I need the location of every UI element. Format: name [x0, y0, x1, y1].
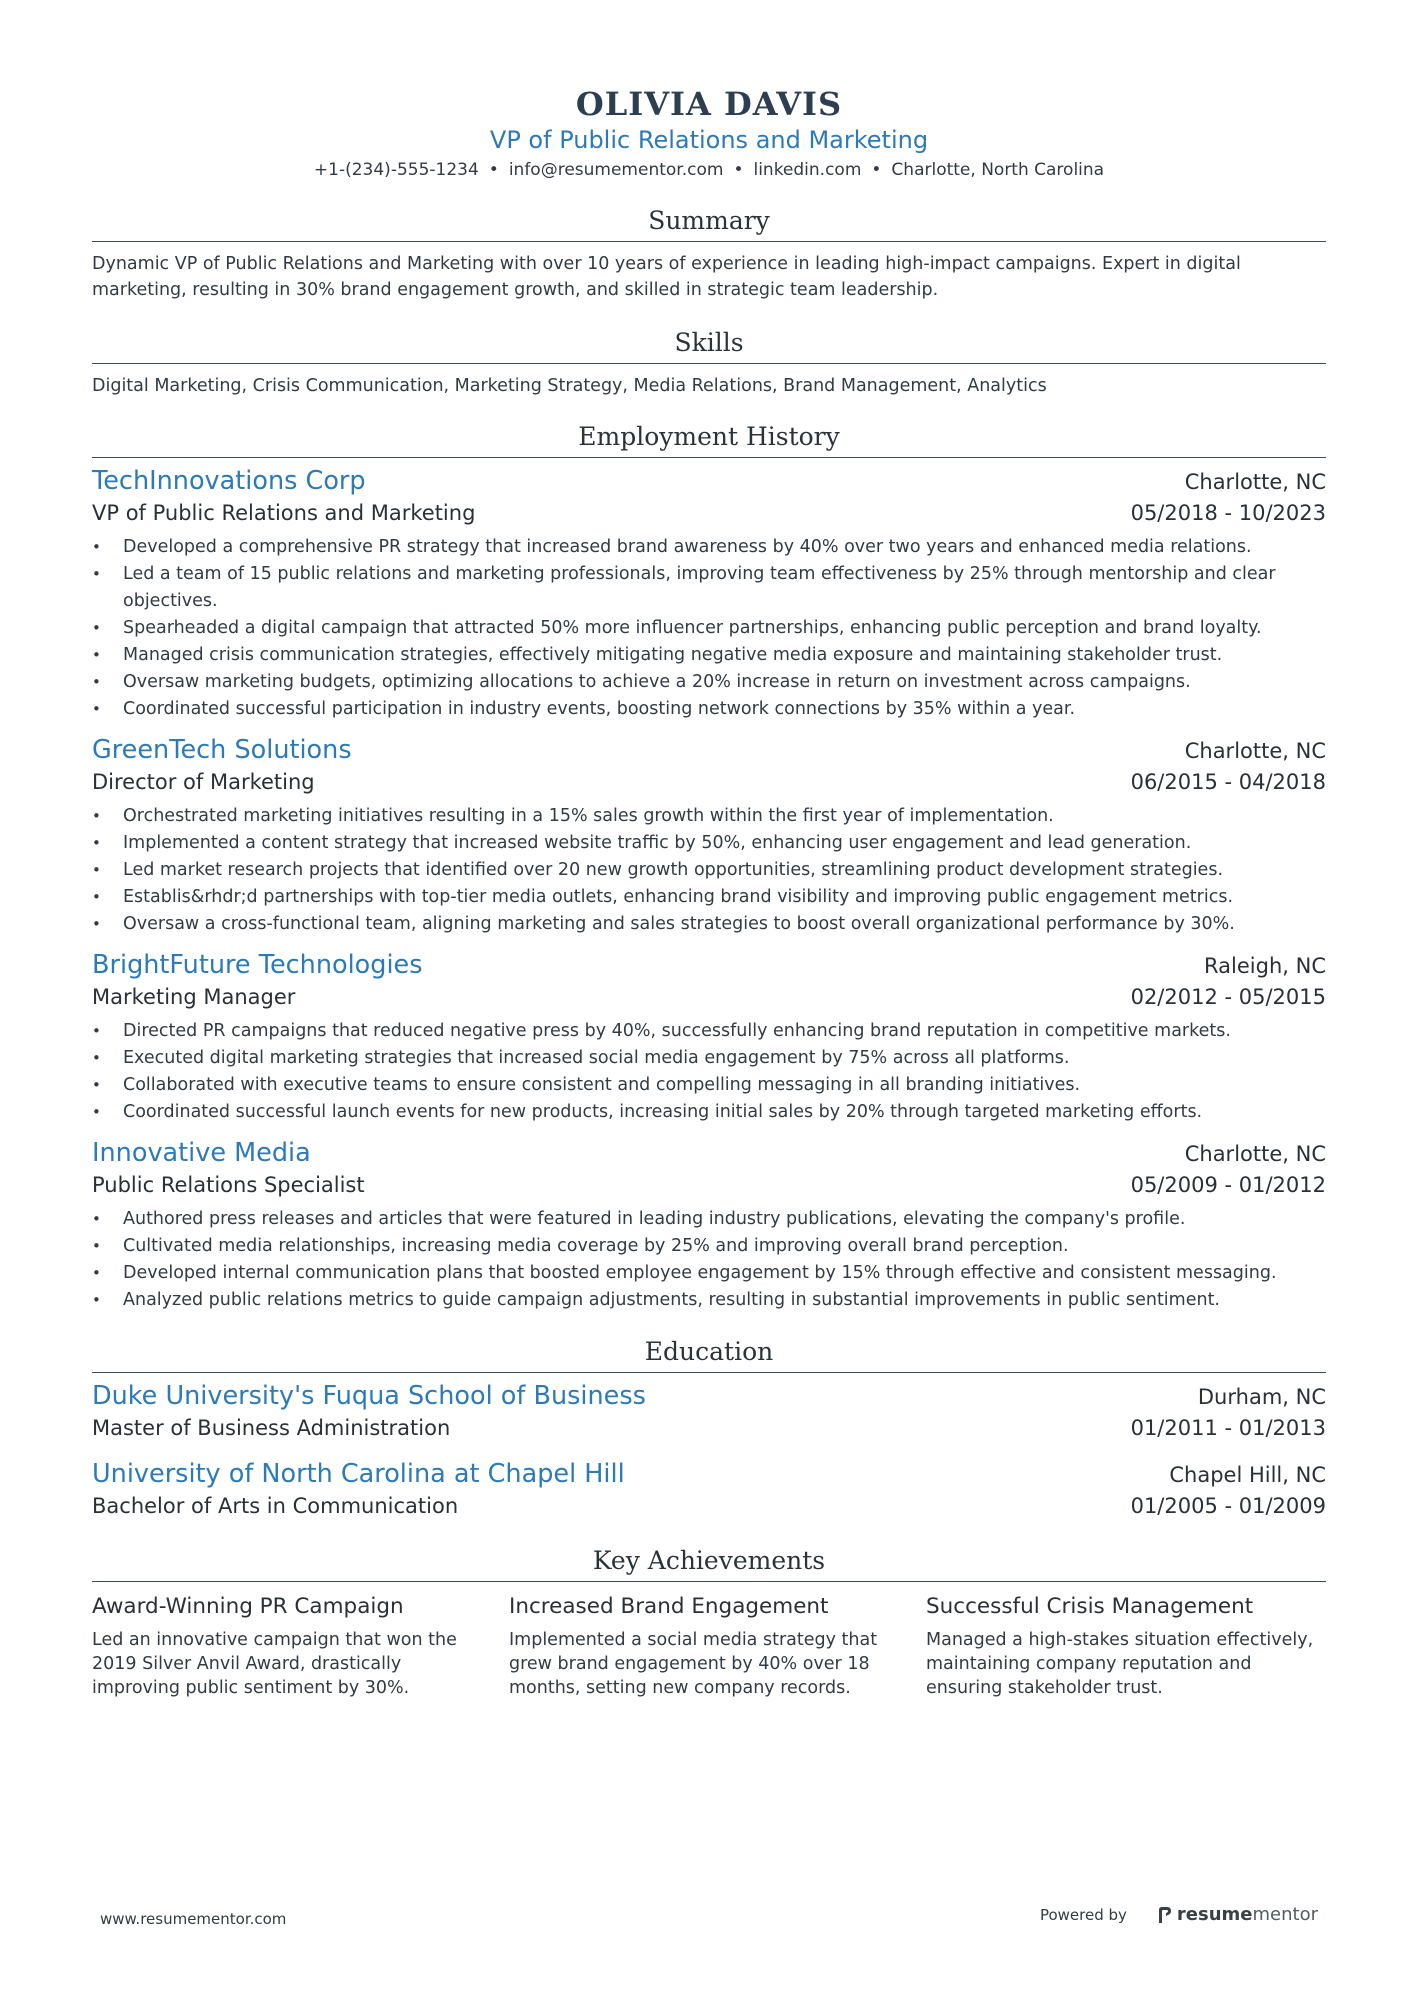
job-role: Marketing Manager: [92, 985, 296, 1009]
job-company: Innovative Media: [92, 1138, 311, 1168]
list-item: [92, 1018, 1326, 1045]
job-dates: 05/2009 - 01/2012: [1130, 1173, 1326, 1197]
job-bullets: [92, 803, 1326, 938]
list-item: [92, 1233, 1326, 1260]
list-item: [92, 1072, 1326, 1099]
list-item: [92, 857, 1326, 884]
school-location: Chapel Hill, NC: [1169, 1463, 1326, 1487]
bullet-marker: •: [92, 807, 101, 825]
contact-phone: +1-(234)-555-1234: [313, 160, 479, 180]
job-role: VP of Public Relations and Marketing: [92, 501, 476, 525]
candidate-name: OLIVIA DAVIS: [575, 85, 843, 123]
bullet-text: Orchestrated marketing initiatives resulting in a 15% sales growth within the first year of implementation.: [123, 806, 1054, 826]
footer-website[interactable]: www.resumementor.com: [100, 1910, 287, 1928]
resumementor-logo[interactable]: [1157, 1904, 1318, 1925]
bullet-text: Cultivated media relationships, increasing media coverage by 25% and improving overall brand perception.: [123, 1236, 1069, 1256]
section-heading-summary: Summary: [648, 206, 770, 235]
section-divider: [92, 457, 1326, 458]
school-name: University of North Carolina at Chapel Hill: [92, 1459, 625, 1489]
brand-bold: resume: [1176, 1904, 1253, 1925]
job-company: TechInnovations Corp: [92, 466, 366, 496]
job-entry: [92, 1136, 1326, 1314]
bullet-marker: •: [92, 619, 101, 637]
school-name: Duke University's Fuqua School of Business: [92, 1381, 646, 1411]
bullet-text: Developed a comprehensive PR strategy that increased brand awareness by 40% over two years and enhanced media relations.: [123, 537, 1252, 557]
bullet-marker: •: [92, 565, 101, 583]
bullet-marker: •: [92, 1210, 101, 1228]
job-location: Raleigh, NC: [1204, 954, 1326, 978]
job-company: GreenTech Solutions: [92, 735, 352, 765]
list-item: [92, 1099, 1326, 1126]
achievement-desc: Managed a high-stakes situation effectively, maintaining company reputation and ensuring stakeholder trust.: [926, 1630, 1314, 1698]
achievement-title: Award-Winning PR Campaign: [92, 1594, 404, 1619]
section-divider: [92, 241, 1326, 242]
bullet-text: Establis&rhdr;d partnerships with top-tier media outlets, enhancing brand visibility and improving public engagement metrics.: [123, 887, 1234, 907]
education-entry: [92, 1457, 1326, 1521]
achievement-title: Successful Crisis Management: [926, 1594, 1254, 1619]
bullet-marker: •: [92, 861, 101, 879]
bullet-text: Led a team of 15 public relations and marketing professionals, improving team effectiveness by 25% through mentorship and clear objectives.: [123, 564, 1276, 611]
education-entry: [92, 1379, 1326, 1443]
achievement-item: [926, 1592, 1326, 1700]
bullet-marker: •: [92, 1049, 101, 1067]
employment-section: [92, 421, 1326, 1314]
bullet-text: Managed crisis communication strategies, effectively mitigating negative media exposure and maintaining stakeholder trust.: [123, 645, 1223, 665]
job-dates: 02/2012 - 05/2015: [1130, 985, 1326, 1009]
section-divider: [92, 363, 1326, 364]
section-heading-employment: Employment History: [578, 422, 840, 451]
list-item: [92, 1260, 1326, 1287]
bullet-text: Coordinated successful launch events for new products, increasing initial sales by 20% through targeted marketing efforts.: [123, 1102, 1203, 1122]
bullet-text: Executed digital marketing strategies that increased social media engagement by 75% across all platforms.: [123, 1048, 1070, 1068]
achievement-desc: Led an innovative campaign that won the 2019 Silver Anvil Award, drastically improving public sentiment by 30%.: [92, 1630, 457, 1698]
degree-name: Master of Business Administration: [92, 1416, 451, 1440]
contact-separator: •: [871, 160, 882, 180]
skills-text: Digital Marketing, Crisis Communication, Marketing Strategy, Media Relations, Brand Management, Analytics: [92, 376, 1047, 396]
job-location: Charlotte, NC: [1184, 1142, 1326, 1166]
list-item: [92, 669, 1326, 696]
bullet-marker: •: [92, 538, 101, 556]
achievement-item: [92, 1592, 492, 1700]
bullet-text: Analyzed public relations metrics to guide campaign adjustments, resulting in substantial improvements in public sentiment.: [123, 1290, 1220, 1310]
resume-header: [92, 84, 1326, 183]
contact-linkedin[interactable]: linkedin.com: [753, 160, 862, 180]
list-item: [92, 534, 1326, 561]
list-item: [92, 803, 1326, 830]
achievement-item: [509, 1592, 909, 1700]
candidate-title: VP of Public Relations and Marketing: [489, 126, 929, 154]
summary-section: [92, 205, 1326, 303]
bullet-marker: •: [92, 1103, 101, 1121]
resume-content: [92, 84, 1326, 1700]
job-dates: 05/2018 - 10/2023: [1130, 501, 1326, 525]
bullet-marker: •: [92, 646, 101, 664]
job-company: BrightFuture Technologies: [92, 950, 423, 980]
bullet-marker: •: [92, 1264, 101, 1282]
achievements-grid: [92, 1592, 1326, 1700]
skills-section: [92, 327, 1326, 399]
list-item: [92, 1206, 1326, 1233]
bullet-text: Oversaw marketing budgets, optimizing allocations to achieve a 20% increase in return on investment across campaigns.: [123, 672, 1191, 692]
bullet-text: Implemented a content strategy that increased website traffic by 50%, enhancing user engagement and lead generation.: [123, 833, 1192, 853]
job-bullets: [92, 1206, 1326, 1314]
job-dates: 06/2015 - 04/2018: [1130, 770, 1326, 794]
list-item: [92, 884, 1326, 911]
bullet-text: Authored press releases and articles that were featured in leading industry publications, elevating the company's profile.: [123, 1209, 1186, 1229]
job-role: Public Relations Specialist: [92, 1173, 365, 1197]
list-item: [92, 696, 1326, 723]
bullet-marker: •: [92, 673, 101, 691]
bullet-text: Coordinated successful participation in industry events, boosting network connections by 35% within a year.: [123, 699, 1076, 719]
job-bullets: [92, 534, 1326, 723]
list-item: [92, 911, 1326, 938]
contact-separator: •: [733, 160, 744, 180]
resumementor-logo-icon: [1157, 1905, 1173, 1925]
bullet-marker: •: [92, 700, 101, 718]
job-entry: [92, 733, 1326, 938]
bullet-marker: •: [92, 1237, 101, 1255]
contact-email[interactable]: info@resumementor.com: [508, 160, 724, 180]
education-section: [92, 1336, 1326, 1521]
list-item: [92, 615, 1326, 642]
job-bullets: [92, 1018, 1326, 1126]
bullet-text: Spearheaded a digital campaign that attracted 50% more influencer partnerships, enhancing public perception and brand loyalty.: [123, 618, 1262, 638]
bullet-text: Led market research projects that identified over 20 new growth opportunities, streamlining product development strategies.: [123, 860, 1224, 880]
contact-location: Charlotte, North Carolina: [891, 160, 1105, 180]
bullet-text: Developed internal communication plans that boosted employee engagement by 15% through effective and consistent messaging.: [123, 1263, 1277, 1283]
bullet-marker: •: [92, 888, 101, 906]
bullet-text: Directed PR campaigns that reduced negative press by 40%, successfully enhancing brand reputation in competitive markets.: [123, 1021, 1231, 1041]
contact-line: [92, 157, 1326, 183]
powered-by-label: Powered by: [1039, 1905, 1127, 1924]
list-item: [92, 1287, 1326, 1314]
degree-name: Bachelor of Arts in Communication: [92, 1494, 459, 1518]
footer-branding: [1040, 1904, 1318, 1925]
achievement-title: Increased Brand Engagement: [509, 1594, 829, 1619]
education-dates: 01/2011 - 01/2013: [1130, 1416, 1326, 1440]
achievements-section: [92, 1545, 1326, 1700]
section-divider: [92, 1581, 1326, 1582]
section-heading-skills: Skills: [674, 328, 744, 357]
achievement-desc: Implemented a social media strategy that grew brand engagement by 40% over 18 months, setting new company records.: [509, 1630, 878, 1698]
bullet-marker: •: [92, 1291, 101, 1309]
school-location: Durham, NC: [1197, 1385, 1326, 1409]
job-location: Charlotte, NC: [1184, 470, 1326, 494]
job-role: Director of Marketing: [92, 770, 315, 794]
brand-light: mentor: [1252, 1904, 1318, 1925]
list-item: [92, 642, 1326, 669]
bullet-text: Collaborated with executive teams to ensure consistent and compelling messaging in all branding initiatives.: [123, 1075, 1081, 1095]
summary-text: Dynamic VP of Public Relations and Marketing with over 10 years of experience in leading high-impact campaigns. Expert in digital marketing, resulting in 30% brand engagement growth, and skilled in strategic team leadership.: [92, 254, 1241, 300]
contact-separator: •: [488, 160, 499, 180]
list-item: [92, 830, 1326, 857]
job-entry: [92, 948, 1326, 1126]
list-item: [92, 561, 1326, 615]
bullet-text: Oversaw a cross-functional team, aligning marketing and sales strategies to boost overall organizational performance by 30%.: [123, 914, 1235, 934]
bullet-marker: •: [92, 915, 101, 933]
education-dates: 01/2005 - 01/2009: [1130, 1494, 1326, 1518]
section-heading-education: Education: [644, 1337, 774, 1366]
bullet-marker: •: [92, 1076, 101, 1094]
section-heading-achievements: Key Achievements: [592, 1546, 826, 1575]
section-divider: [92, 1372, 1326, 1373]
job-entry: [92, 464, 1326, 723]
bullet-marker: •: [92, 834, 101, 852]
job-location: Charlotte, NC: [1184, 739, 1326, 763]
bullet-marker: •: [92, 1022, 101, 1040]
list-item: [92, 1045, 1326, 1072]
